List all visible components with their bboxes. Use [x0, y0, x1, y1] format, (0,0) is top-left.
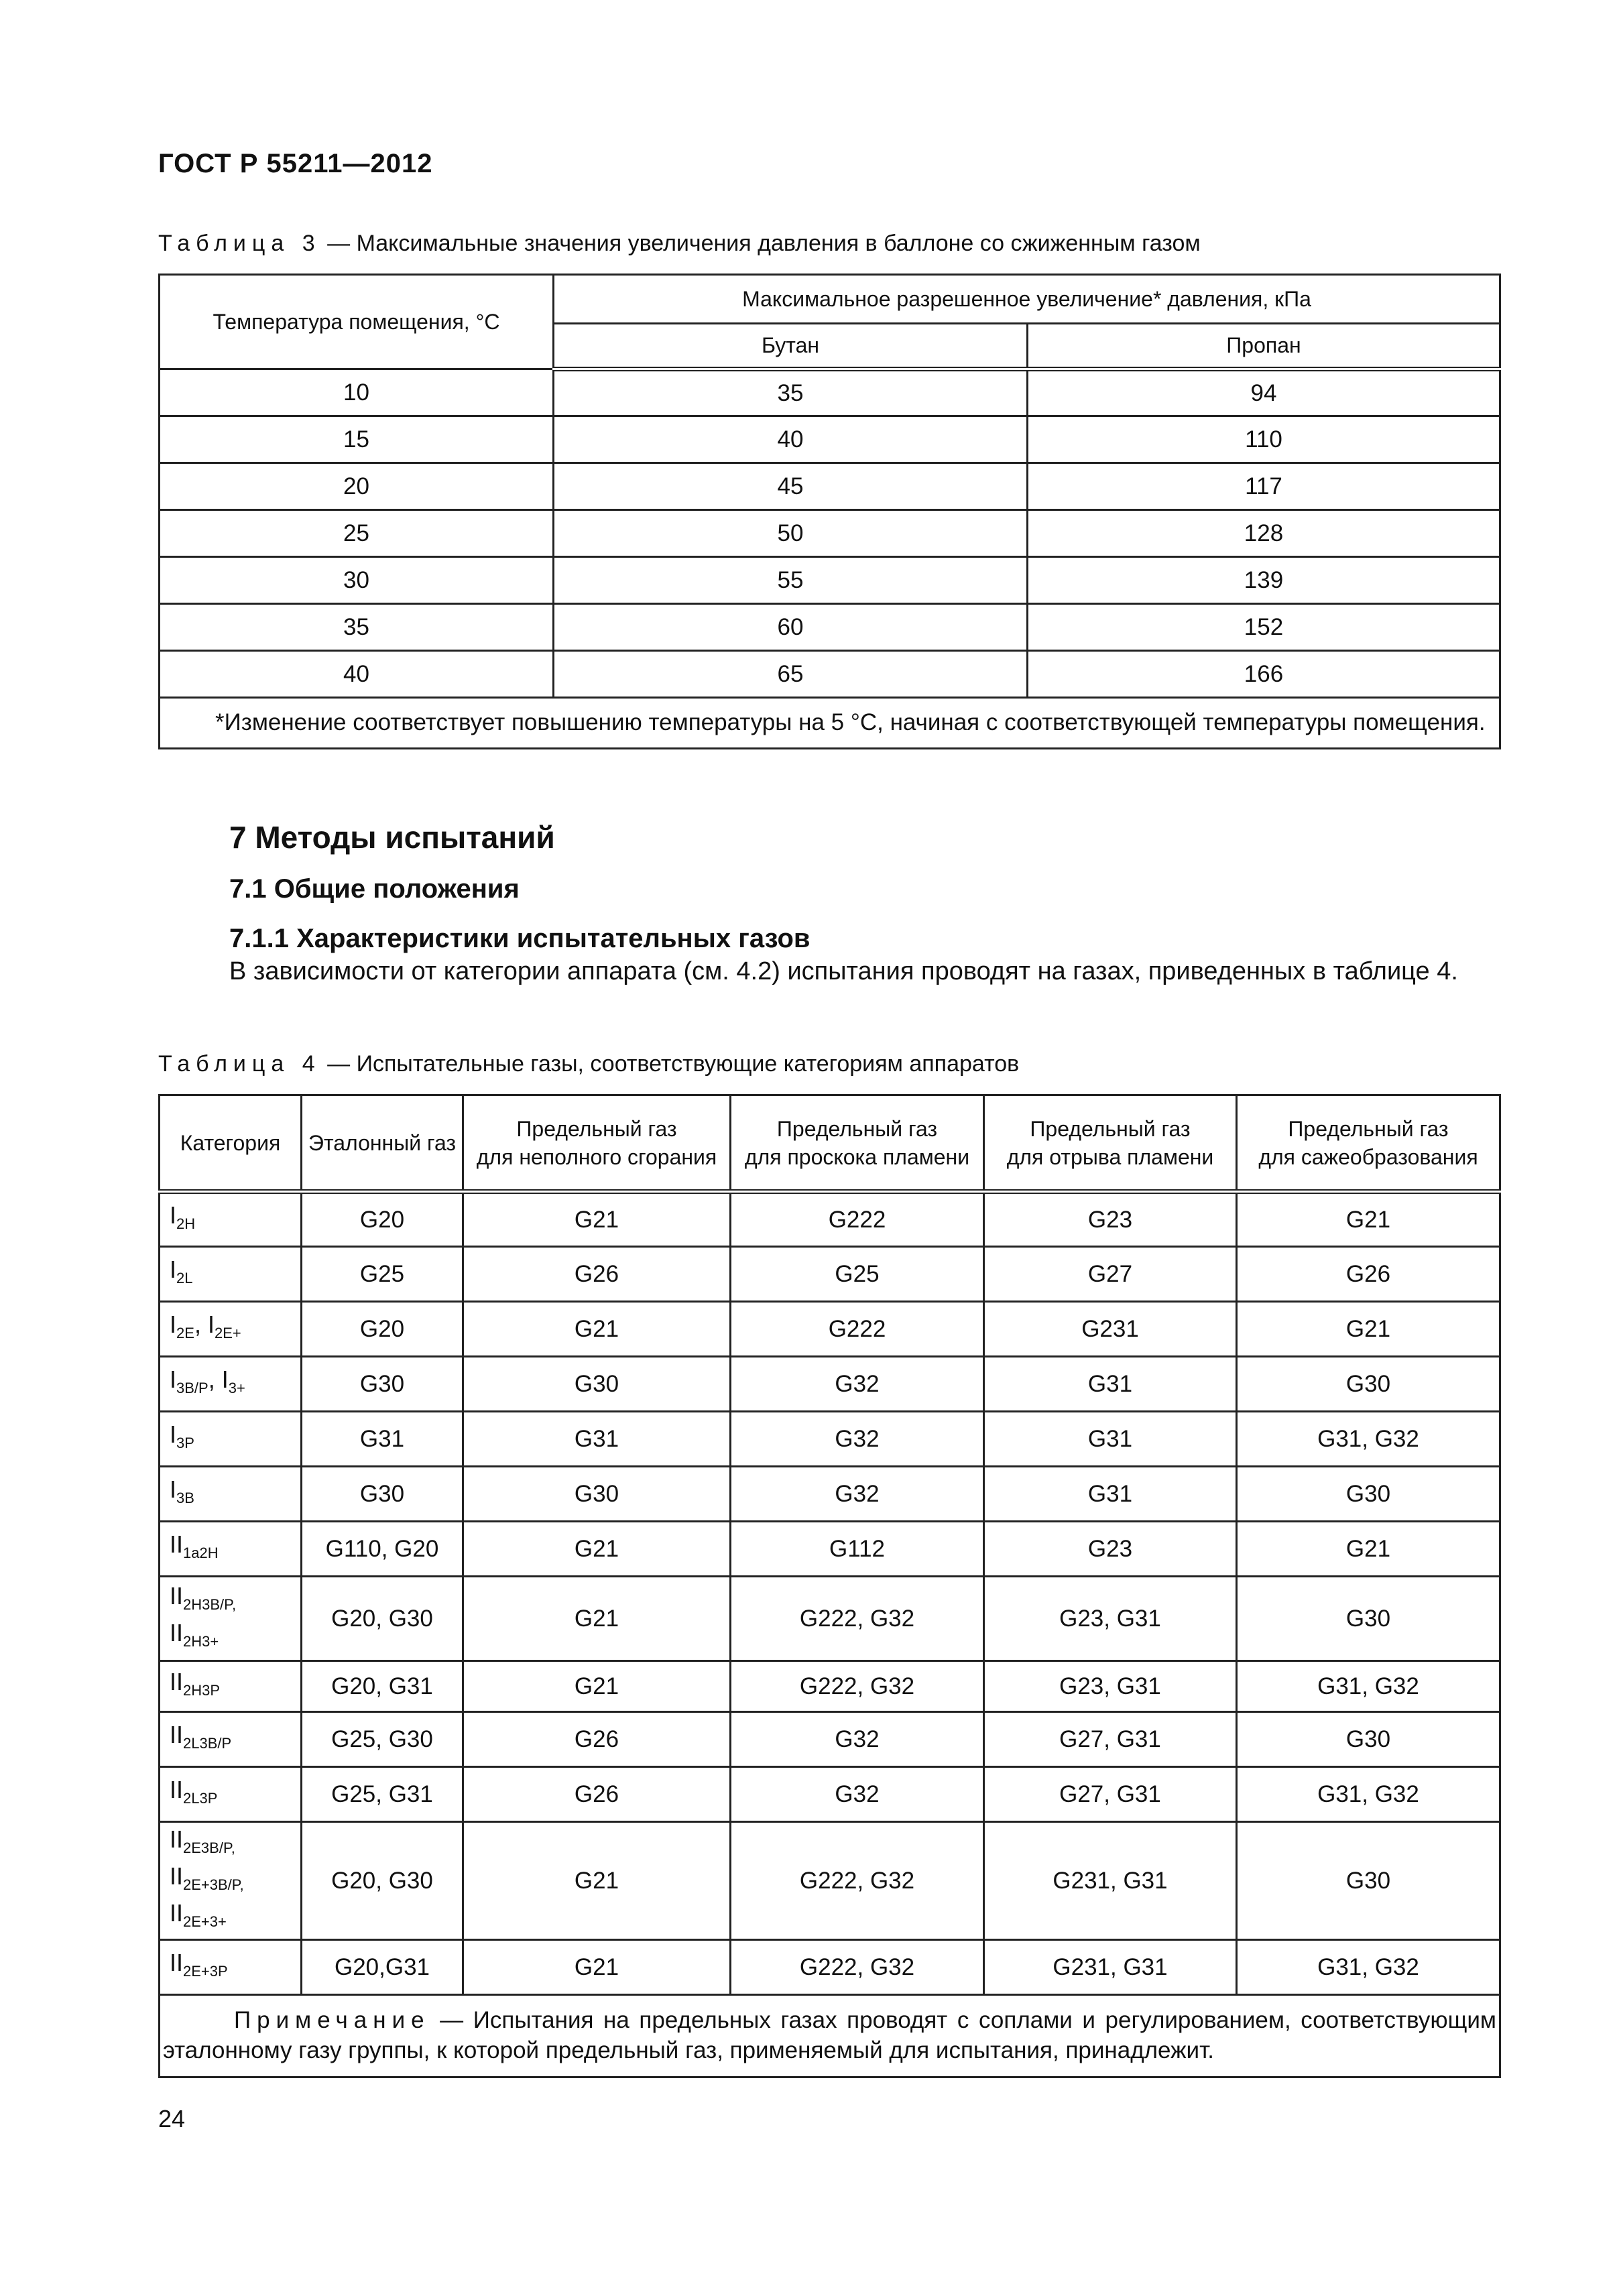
table4-cell-soot: G30	[1237, 1467, 1500, 1522]
table4-cell-soot: G21	[1237, 1522, 1500, 1577]
table3-cell-butane: 65	[554, 651, 1028, 698]
table4-cell-soot: G31, G32	[1237, 1412, 1500, 1467]
table4-cell-liftoff: G23	[984, 1522, 1237, 1577]
table4-cell-flashback: G112	[731, 1522, 984, 1577]
table4-cell-incomplete: G31	[463, 1412, 731, 1467]
table3-row	[160, 651, 1500, 698]
table4-cell-flashback: G32	[731, 1467, 984, 1522]
table3-footnote: *Изменение соответствует повышению температуры на 5 °С, начиная с соответствующей температуры помещения.	[160, 698, 1500, 749]
table4-cell-reference: G30	[302, 1357, 463, 1412]
category-base: II	[170, 1530, 184, 1558]
category-subscript: 3+	[228, 1380, 245, 1396]
category-subscript: 2H3B/P,	[183, 1595, 237, 1613]
category-subscript: 2E+	[214, 1325, 241, 1341]
table4-cell-liftoff: G27, G31	[984, 1712, 1237, 1767]
table4-row	[160, 1467, 1500, 1522]
category-base: I	[170, 1311, 177, 1338]
table3-row	[160, 604, 1500, 651]
table4-header-flashback	[731, 1095, 984, 1192]
table4-cell-flashback: G222	[731, 1192, 984, 1247]
table4-cell-reference: G25, G30	[302, 1712, 463, 1767]
table4-row	[160, 1247, 1500, 1302]
table4-cell-incomplete: G26	[463, 1767, 731, 1822]
table4-row	[160, 1357, 1500, 1412]
table4-cell-category	[160, 1467, 302, 1522]
table4-row	[160, 1302, 1500, 1357]
table4-cell-category	[160, 1940, 302, 1995]
table4-cell-reference: G25	[302, 1247, 463, 1302]
table3-cell-temperature: 25	[160, 510, 554, 557]
table4-row	[160, 1822, 1500, 1940]
table4-cell-soot: G21	[1237, 1302, 1500, 1357]
header-line: Предельный газ	[516, 1116, 677, 1141]
table4-cell-reference: G20, G30	[302, 1577, 463, 1661]
table3-cell-butane: 35	[554, 369, 1028, 416]
category-base: II	[170, 1618, 184, 1646]
table4-cell-incomplete: G21	[463, 1661, 731, 1712]
table4-note-text: — Испытания на предельных газах проводят с соплами и регулированием, соответствующим эталонному газу группы, к которой предельный газ, применяемый для испытания, принадлежит.	[163, 2007, 1496, 2063]
table4-cell-flashback: G32	[731, 1767, 984, 1822]
table4-header-reference-gas: Эталонный газ	[302, 1095, 463, 1192]
table3-header-propane: Пропан	[1028, 324, 1500, 369]
table3-row	[160, 510, 1500, 557]
table4-cell-soot: G26	[1237, 1247, 1500, 1302]
table4-cell-flashback: G32	[731, 1357, 984, 1412]
table4-cell-category	[160, 1412, 302, 1467]
table4-cell-flashback: G32	[731, 1412, 984, 1467]
category-base: II	[170, 1862, 184, 1890]
table4-cell-soot: G30	[1237, 1357, 1500, 1412]
table4-cell-soot: G30	[1237, 1712, 1500, 1767]
table4-row	[160, 1712, 1500, 1767]
table4-cell-soot: G21	[1237, 1192, 1500, 1247]
table3-cell-temperature: 40	[160, 651, 554, 698]
table3-cell-butane: 60	[554, 604, 1028, 651]
category-subscript: 2E3B/P,	[183, 1839, 235, 1856]
table3-header-temperature: Температура помещения, °С	[160, 275, 554, 369]
table4-row	[160, 1412, 1500, 1467]
table4-cell-category	[160, 1767, 302, 1822]
category-base: , I	[208, 1366, 229, 1393]
table4-cell-category	[160, 1302, 302, 1357]
category-base: II	[170, 1949, 184, 1976]
table4-cell-incomplete: G21	[463, 1577, 731, 1661]
table4-cell-incomplete: G26	[463, 1247, 731, 1302]
table-4-test-gases	[158, 1094, 1501, 2078]
table4-cell-flashback: G222, G32	[731, 1822, 984, 1940]
table4-cell-soot: G31, G32	[1237, 1661, 1500, 1712]
section-7-1-1-paragraph: В зависимости от категории аппарата (см. 4.2) испытания проводят на газах, приведенных в таблице 4.	[229, 957, 1458, 985]
table4-cell-category	[160, 1712, 302, 1767]
category-base: I	[170, 1256, 177, 1283]
table4-cell-incomplete: G21	[463, 1940, 731, 1995]
category-subscript: 2L3B/P	[183, 1735, 232, 1752]
category-subscript: 2H	[176, 1215, 196, 1232]
category-subscript: 3B	[176, 1490, 194, 1506]
section-7-1-heading: 7.1 Общие положения	[229, 874, 520, 904]
header-line: Предельный газ	[1030, 1116, 1191, 1141]
category-subscript: 2H3P	[183, 1682, 221, 1699]
category-base: , I	[194, 1311, 215, 1338]
table4-cell-liftoff: G27	[984, 1247, 1237, 1302]
table4-cell-soot: G31, G32	[1237, 1940, 1500, 1995]
table4-cell-liftoff: G231, G31	[984, 1822, 1237, 1940]
table3-cell-butane: 55	[554, 557, 1028, 604]
table4-cell-incomplete: G30	[463, 1357, 731, 1412]
table3-cell-butane: 40	[554, 416, 1028, 463]
category-base: I	[170, 1201, 177, 1229]
table4-cell-flashback: G222, G32	[731, 1940, 984, 1995]
table3-cell-propane: 128	[1028, 510, 1500, 557]
table4-note-label: Примечание	[234, 2007, 430, 2033]
table4-cell-incomplete: G26	[463, 1712, 731, 1767]
table4-cell-flashback: G222, G32	[731, 1577, 984, 1661]
table4-cell-soot: G30	[1237, 1822, 1500, 1940]
table3-cell-propane: 110	[1028, 416, 1500, 463]
category-subscript: 1a2H	[183, 1545, 219, 1561]
header-line: для неполного сгорания	[476, 1144, 717, 1169]
table4-cell-reference: G20,G31	[302, 1940, 463, 1995]
table4-cell-reference: G20, G31	[302, 1661, 463, 1712]
table4-cell-category	[160, 1661, 302, 1712]
table3-cell-temperature: 20	[160, 463, 554, 510]
table4-note	[160, 1995, 1500, 2077]
table4-cell-category	[160, 1577, 302, 1661]
category-base: I	[170, 1475, 177, 1503]
table4-row	[160, 1940, 1500, 1995]
table3-cell-propane: 94	[1028, 369, 1500, 416]
table4-cell-reference: G25, G31	[302, 1767, 463, 1822]
category-subscript: 2E+3B/P,	[183, 1876, 244, 1893]
category-base: I	[170, 1421, 177, 1448]
table3-row	[160, 369, 1500, 416]
category-base: I	[170, 1366, 177, 1393]
table4-cell-liftoff: G23	[984, 1192, 1237, 1247]
table4-cell-liftoff: G27, G31	[984, 1767, 1237, 1822]
header-line: Предельный газ	[776, 1116, 938, 1141]
table4-cell-liftoff: G231, G31	[984, 1940, 1237, 1995]
table4-cell-liftoff: G231	[984, 1302, 1237, 1357]
table3-header-max-increase: Максимальное разрешенное увеличение* давления, кПа	[554, 275, 1500, 324]
table3-cell-butane: 50	[554, 510, 1028, 557]
category-subscript: 3B/P	[176, 1380, 208, 1396]
table4-cell-liftoff: G31	[984, 1412, 1237, 1467]
header-line: для сажеобразования	[1258, 1144, 1478, 1169]
table4-cell-category	[160, 1192, 302, 1247]
table4-caption	[158, 1051, 1019, 1077]
table4-cell-category	[160, 1522, 302, 1577]
table3-cell-temperature: 35	[160, 604, 554, 651]
section-7-1-1-heading: 7.1.1 Характеристики испытательных газов	[229, 924, 810, 953]
table3-row	[160, 463, 1500, 510]
category-base: II	[170, 1899, 184, 1927]
table4-cell-flashback: G222	[731, 1302, 984, 1357]
category-subscript: 2E+3P	[183, 1963, 228, 1980]
category-subscript: 2E	[176, 1325, 194, 1341]
table4-header-sooting	[1237, 1095, 1500, 1192]
table4-cell-incomplete: G21	[463, 1522, 731, 1577]
table3-cell-propane: 117	[1028, 463, 1500, 510]
table4-cell-category	[160, 1247, 302, 1302]
table4-cell-liftoff: G31	[984, 1357, 1237, 1412]
table3-cell-temperature: 10	[160, 369, 554, 416]
table4-row	[160, 1522, 1500, 1577]
table4-row	[160, 1767, 1500, 1822]
table4-row	[160, 1577, 1500, 1661]
table4-cell-reference: G110, G20	[302, 1522, 463, 1577]
table3-cell-butane: 45	[554, 463, 1028, 510]
category-base: II	[170, 1776, 184, 1803]
header-line: для отрыва пламени	[1006, 1144, 1214, 1169]
table4-cell-flashback: G32	[731, 1712, 984, 1767]
table4-cell-soot: G31, G32	[1237, 1767, 1500, 1822]
document-id: ГОСТ Р 55211—2012	[158, 149, 433, 178]
table3-cell-temperature: 30	[160, 557, 554, 604]
table4-cell-flashback: G25	[731, 1247, 984, 1302]
category-subscript: 2L	[176, 1270, 193, 1286]
table3-cell-propane: 139	[1028, 557, 1500, 604]
table3-cell-temperature: 15	[160, 416, 554, 463]
table4-row	[160, 1192, 1500, 1247]
page-number: 24	[158, 2105, 186, 2132]
category-base: II	[170, 1668, 184, 1695]
category-subscript: 2H3+	[183, 1632, 219, 1650]
table4-cell-liftoff: G23, G31	[984, 1661, 1237, 1712]
table4-cell-liftoff: G31	[984, 1467, 1237, 1522]
table4-header-flame-lift	[984, 1095, 1237, 1192]
table4-cell-incomplete: G30	[463, 1467, 731, 1522]
category-base: II	[170, 1825, 184, 1853]
table3-row	[160, 557, 1500, 604]
table4-header-incomplete-combustion	[463, 1095, 731, 1192]
header-line: Предельный газ	[1288, 1116, 1449, 1141]
table4-cell-liftoff: G23, G31	[984, 1577, 1237, 1661]
header-line: для проскока пламени	[744, 1144, 970, 1169]
table4-caption-label: Таблица 4	[158, 1051, 321, 1077]
category-base: II	[170, 1581, 184, 1610]
table3-cell-propane: 166	[1028, 651, 1500, 698]
table3-header-butane: Бутан	[554, 324, 1028, 369]
category-base: II	[170, 1721, 184, 1748]
table4-cell-reference: G20	[302, 1302, 463, 1357]
table4-cell-reference: G31	[302, 1412, 463, 1467]
table-3-pressure	[158, 274, 1501, 749]
category-subscript: 2L3P	[183, 1790, 218, 1807]
table4-cell-reference: G20, G30	[302, 1822, 463, 1940]
table4-cell-soot: G30	[1237, 1577, 1500, 1661]
table4-cell-incomplete: G21	[463, 1822, 731, 1940]
category-subscript: 2E+3+	[183, 1913, 227, 1930]
table4-row	[160, 1661, 1500, 1712]
table4-cell-reference: G30	[302, 1467, 463, 1522]
table4-cell-incomplete: G21	[463, 1192, 731, 1247]
table4-cell-incomplete: G21	[463, 1302, 731, 1357]
table3-caption-label: Таблица 3	[158, 231, 321, 256]
table4-cell-category	[160, 1822, 302, 1940]
table4-cell-flashback: G222, G32	[731, 1661, 984, 1712]
category-subscript: 3P	[176, 1435, 194, 1451]
table4-cell-category	[160, 1357, 302, 1412]
section-7-heading: 7 Методы испытаний	[229, 820, 555, 855]
table3-cell-propane: 152	[1028, 604, 1500, 651]
table4-cell-reference: G20	[302, 1192, 463, 1247]
table3-caption-text: — Максимальные значения увеличения давления в баллоне со сжиженным газом	[320, 231, 1201, 256]
table4-caption-text: — Испытательные газы, соответствующие категориям аппаратов	[320, 1051, 1020, 1077]
table3-row	[160, 416, 1500, 463]
table4-header-category: Категория	[160, 1095, 302, 1192]
table3-caption	[158, 231, 1201, 257]
